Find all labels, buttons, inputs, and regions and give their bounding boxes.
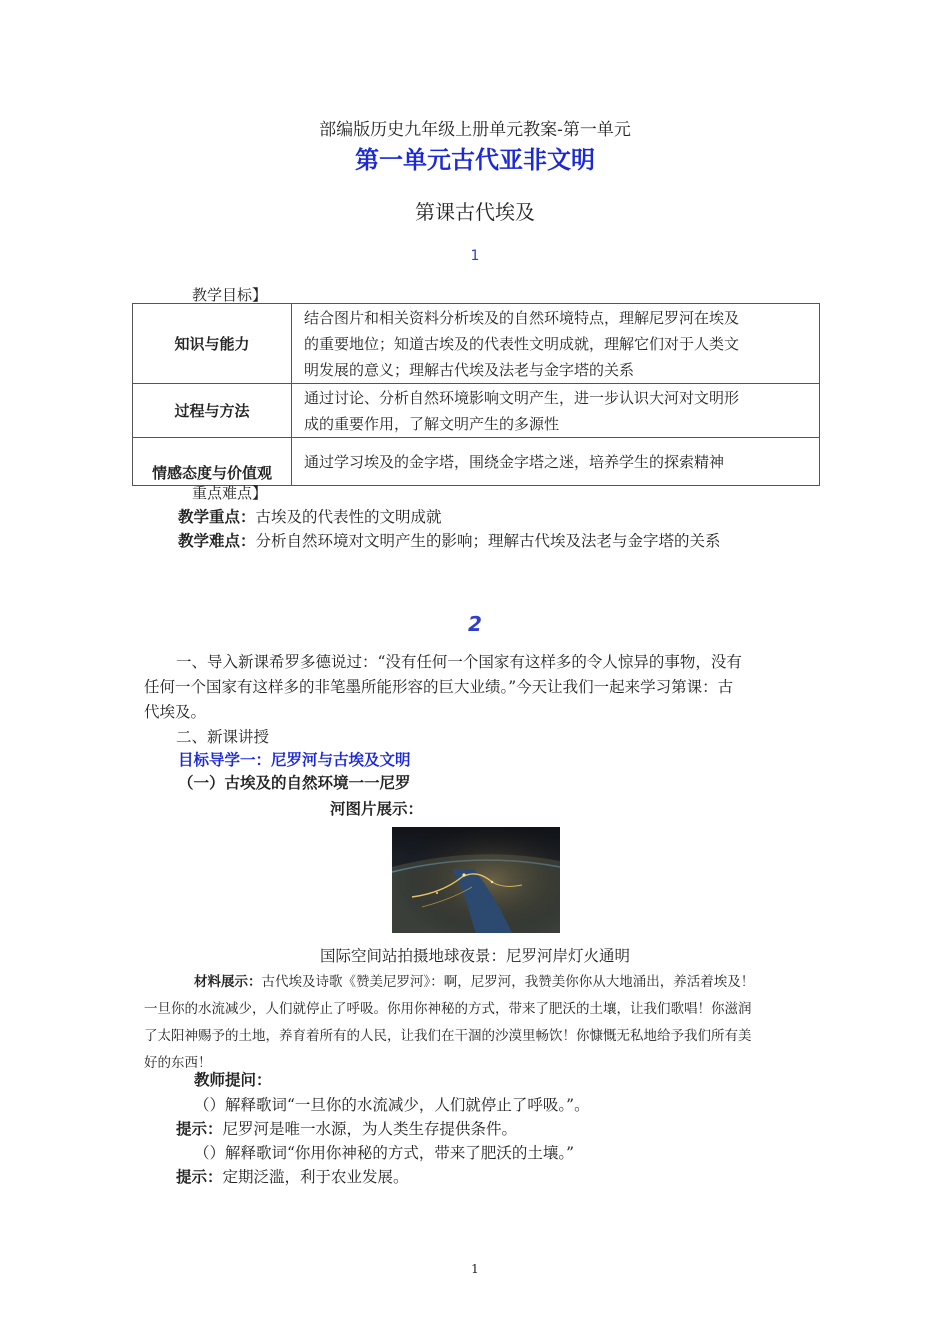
document-header: 部编版历史九年级上册单元教案-第一单元	[319, 120, 631, 140]
hint-label: 提示：	[176, 1120, 223, 1138]
subsection-heading: （一）古埃及的自然环境一一尼罗	[178, 774, 411, 792]
focus-text: 古埃及的代表性的文明成就	[255, 508, 442, 526]
text-line: 成的重要作用，了解文明产生的多源性	[304, 415, 560, 433]
goal-heading: 目标导学一：尼罗河与古埃及文明	[178, 751, 411, 769]
objectives-heading: 教学目标】	[192, 286, 268, 304]
text-line: 通过学习埃及的金字塔，围绕金字塔之迷，培养学生的探索精神	[304, 453, 725, 471]
text-line: 通过讨论、分析自然环境影响文明产生，进一步认识大河对文明形	[304, 389, 740, 407]
text-line: 的重要地位；知道古埃及的代表性文明成就，理解它们对于人类文	[304, 335, 740, 353]
difficulty-text: 分析自然环境对文明产生的影响；理解古代埃及法老与金字塔的关系	[255, 532, 721, 550]
page-number: 1	[471, 1262, 479, 1276]
question-1: （）解释歌词“一旦你的水流减少，人们就停止了呼吸。”。	[194, 1096, 590, 1114]
material-line: 好的东西！	[144, 1055, 212, 1071]
material-text: 古代埃及诗歌《赞美尼罗河》：啊，尼罗河，我赞美你你从大地涌出，养活着埃及！	[261, 974, 755, 990]
table-row	[133, 438, 820, 486]
material-line: 了太阳神赐予的土地，养育着所有的人民，让我们在干涸的沙漠里畅饮！你慷慨无私地给予我们所有美	[144, 1028, 752, 1044]
difficulty-label: 教学难点：	[178, 532, 256, 550]
answer-2	[176, 1165, 409, 1190]
teaching-focus	[178, 505, 442, 530]
figure-caption: 国际空间站拍摄地球夜景：尼罗河岸灯火通明	[319, 947, 630, 965]
section-number-2: 2	[468, 612, 482, 636]
teaching-difficulty	[178, 529, 721, 554]
subsection-heading-cont: 河图片展示：	[330, 800, 424, 818]
intro-line: 代埃及。	[144, 703, 207, 721]
hint-text: 尼罗河是唯一水源，为人类生存提供条件。	[222, 1120, 518, 1138]
section-number-1: 1	[470, 248, 480, 264]
nile-night-photo	[392, 827, 560, 933]
focus-label: 教学重点：	[178, 508, 256, 526]
intro-line: 一、导入新课希罗多德说过：“没有任何一个国家有这样多的令人惊异的事物，没有	[176, 653, 742, 671]
row-label: 知识与能力	[133, 304, 292, 384]
unit-title: 第一单元古代亚非文明	[355, 146, 595, 174]
teacher-question-label: 教师提问：	[194, 1071, 272, 1089]
row-label: 情感态度与价值观	[133, 438, 292, 486]
row-text	[292, 304, 820, 384]
material-label: 材料展示：	[194, 974, 262, 990]
row-text	[292, 438, 820, 486]
row-label: 过程与方法	[133, 384, 292, 438]
table-row	[133, 384, 820, 438]
text-line: 结合图片和相关资料分析埃及的自然环境特点，理解尼罗河在埃及	[304, 309, 740, 327]
intro-line: 任何一个国家有这样多的非笔墨所能形容的巨大业绩。”今天让我们一起来学习第课：古	[144, 678, 734, 696]
hint-label: 提示：	[176, 1168, 223, 1186]
material-line	[194, 969, 754, 996]
lesson-title: 第课古代埃及	[415, 200, 535, 224]
objectives-table	[132, 303, 820, 486]
hint-text: 定期泛滥，利于农业发展。	[222, 1168, 409, 1186]
material-line: 一旦你的水流减少，人们就停止了呼吸。你用你神秘的方式，带来了肥沃的土壤，让我们歌唱！你滋润	[144, 1001, 752, 1017]
new-lesson-heading: 二、新课讲授	[176, 728, 270, 746]
question-2: （）解释歌词“你用你神秘的方式，带来了肥沃的土壤。”	[194, 1144, 575, 1162]
text-line: 明发展的意义；理解古代埃及法老与金字塔的关系	[304, 361, 635, 379]
key-points-heading: 重点难点】	[192, 484, 268, 502]
table-row	[133, 304, 820, 384]
answer-1	[176, 1117, 517, 1142]
row-text	[292, 384, 820, 438]
